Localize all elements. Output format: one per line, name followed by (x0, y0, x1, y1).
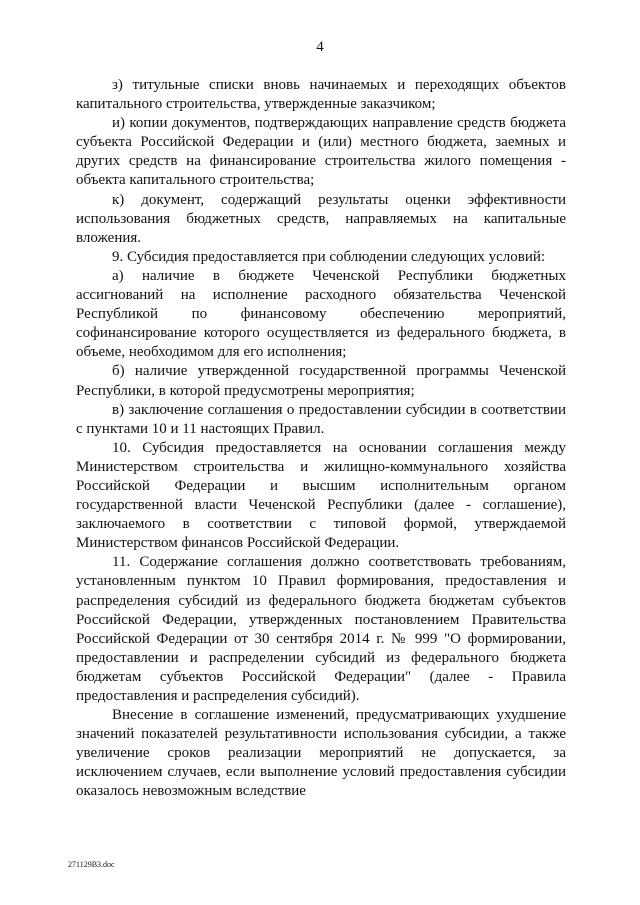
paragraph-b-state-program: б) наличие утвержденной государственной программы Чеченской Республики, в которой предусмотрены мероприятия; (76, 363, 566, 399)
paragraph-9-subsidy-conditions: 9. Субсидия предоставляется при соблюдении следующих условий: (112, 248, 546, 265)
document-body (76, 76, 566, 802)
paragraph-10-subsidy-agreement-basis: 10. Субсидия предоставляется на основании соглашения между Министерством строительства и жилищно-коммунального хозяйства Российской Федерации и высшим исполнительным органом государственной власти Чеченской Республики (далее - соглашение), заключаемого в соответствии с типовой формой, утверждаемой Министерством финансов Российской Федерации. (76, 439, 566, 552)
page-number: 4 (316, 39, 324, 55)
paragraph-z-title-lists: з) титульные списки вновь начинаемых и переходящих объектов капитального строительства, утвержденные заказчиком; (76, 77, 566, 113)
paragraph-v-agreement: в) заключение соглашения о предоставлении субсидии в соответствии с пунктами 10 и 11 настоящих Правил. (76, 401, 566, 437)
paragraph-11-agreement-content: 11. Содержание соглашения должно соответствовать требованиям, установленным пунктом 10 Правил формирования, предоставления и распределения субсидий из федерального бюджета бюджетам субъектов Российской Федерации, утвержденных постановлением Правительства Российской Федерации от 30 сентября 2014 г. № 999 "О формировании, предоставлении и распределении субсидий из федерального бюджета бюджетам субъектов Российской Федерации" (далее - Правила предоставления и распределения субсидий). (76, 554, 566, 704)
paragraph-agreement-amendments: Внесение в соглашение изменений, предусматривающих ухудшение значений показателей результативности использования субсидии, а также увеличение сроков реализации мероприятий не допускается, за исключением случаев, если выполнение условий предоставления субсидии оказалось невозможным вследствие (76, 707, 566, 800)
paragraph-a-budget-allocations: а) наличие в бюджете Чеченской Республики бюджетных ассигнований на исполнение расходного обязательства Чеченской Республикой по финансовому обеспечению мероприятий, софинансирование которого осуществляется из федерального бюджета, в объеме, необходимом для его исполнения; (76, 267, 566, 361)
footer-filename: 271129B3.doc (68, 860, 115, 869)
paragraph-i-document-copies: и) копии документов, подтверждающих направление средств бюджета субъекта Российской Федерации и (или) местного бюджета, заемных и других средств на финансирование строительства жилого помещения - объекта капитального строительства; (76, 115, 566, 189)
paragraph-k-efficiency-document: к) документ, содержащий результаты оценки эффективности использования бюджетных средств, направляемых на капитальные вложения. (76, 191, 566, 246)
